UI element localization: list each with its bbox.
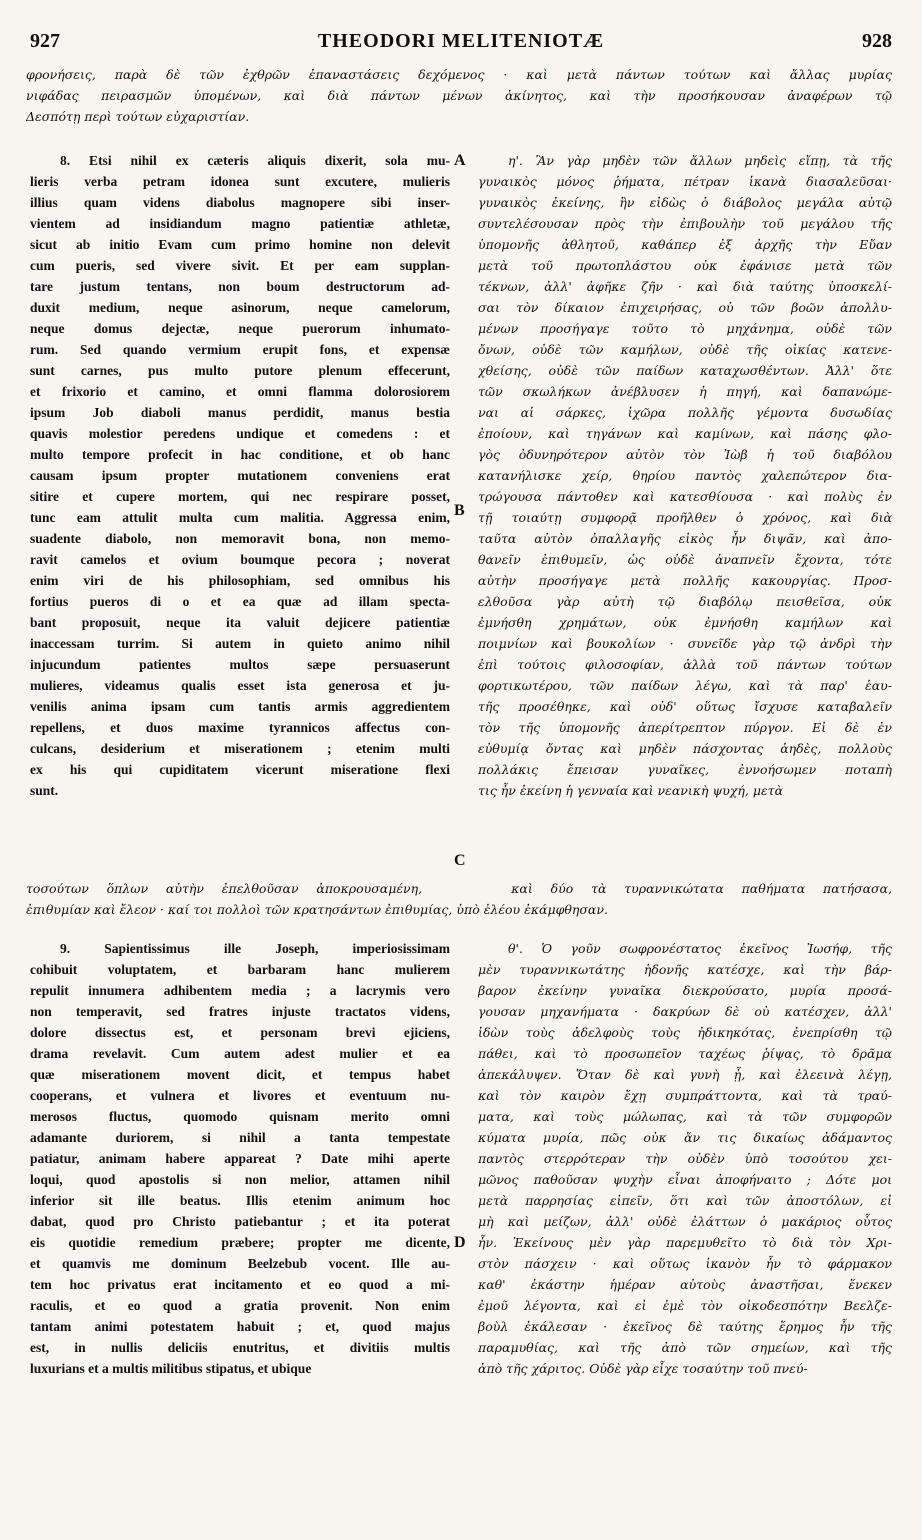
text-line: στὸν πάσχειν · καὶ οὕτως ἱκανὸν ἦν τὸ φάρμακον xyxy=(478,1256,892,1271)
text-line: eis quotidie remedium præbere; propter me dicente, xyxy=(30,1235,450,1250)
text-line: κύματα μυρία, πῶς οὐκ ἄν τις δικαίως ἀδάμαντος xyxy=(478,1130,892,1145)
text-line: καθ' ἑκάστην ἡμέραν αὐτοὺς ἀναστῆσαι, ἕνεκεν xyxy=(478,1277,892,1292)
text-line: αὐτὴν προσήγαγε μετὰ πολλῆς κακουργίας. Προσ- xyxy=(478,573,892,588)
text-line: venilis anima ipsam cum tantis armis aggredientem xyxy=(30,699,450,714)
text-line: ἐποίουν, καὶ τηγάνων καὶ καμίνων, καὶ πάσης φλο- xyxy=(478,426,892,441)
text-line: ἀπεκάλυψεν. Ὅταν δὲ καὶ γυνὴ ᾖ, καὶ ἐλεεινὰ λέγῃ, xyxy=(478,1067,892,1082)
text-line: tunc eam attulit multa cum malitia. Aggressa enim, xyxy=(30,510,450,525)
text-line: ipsum Job diaboli manus perdidit, manus bestia xyxy=(30,405,450,420)
mid-greek-paragraph xyxy=(26,878,892,920)
text-line: ὑπομονῆς ἀθλητοῦ, καθάπερ ἐξ ἀρχῆς τὴν Εὔαν xyxy=(478,237,892,252)
text-line: causam ipsum propter mutationem conveniens erat xyxy=(30,468,450,483)
text-line: ἐμνήσθη χρημάτων, οὐκ ἐμνήσθη καμήλων καὶ xyxy=(478,615,892,630)
text-line: συντελέσουσαν πρὸς τὴν ἐπιβουλὴν τοῦ μεγάλου τῆς xyxy=(478,216,892,231)
text-line: τις ἦν ἐκείνη ἡ γενναία καὶ νεανικὴ ψυχή, μετὰ xyxy=(478,783,784,798)
text-line: repellens, et duos maxime tyrannicos affectus con- xyxy=(30,720,450,735)
text-line: quavis molestior peredens undique et comedens : et xyxy=(30,426,450,441)
text-line: η'. Ἂν γὰρ μηδὲν τῶν ἄλλων μηδεὶς εἴπῃ, τὰ τῆς xyxy=(508,153,892,168)
top-greek-paragraph xyxy=(26,64,892,127)
text-line: τῆς προσέθηκε, καὶ οὐδ' οὕτως ἴσχυσε καταβαλεῖν xyxy=(478,699,892,714)
running-header xyxy=(30,30,892,56)
text-line: ἐμοῦ λέγοντα, καὶ εἰ ἐμὲ τὸν οἰκοδεσπότην Βεελζε- xyxy=(478,1298,892,1313)
text-line: et frixorio et camino, et omni flamma dolorosiorem xyxy=(30,384,450,399)
text-line: ἐπὶ τούτοις φιλοσοφίαν, ἀλλὰ τοῦ πάντων τούτων xyxy=(478,657,892,672)
text-line: φρονήσεις, παρὰ δὲ τῶν ἐχθρῶν ἐπαναστάσεις δεχόμενος · καὶ μετὰ πάντων τούτων καὶ ἄλλας μυρίας xyxy=(26,67,892,82)
text-line: ματα, καὶ τοὺς μώλωπας, καὶ τὰ τῶν συμφορῶν xyxy=(478,1109,892,1124)
text-line: duxit medium, neque asinorum, neque camelorum, xyxy=(30,300,450,315)
text-line: θ'. Ὁ γοῦν σωφρονέστατος ἐκεῖνος Ἰωσήφ, τῆς xyxy=(508,941,892,956)
text-line: drama revelavit. Cum autem adest mulier et ea xyxy=(30,1046,450,1061)
text-line: πολλάκις ἔπεισαν γυναῖκες, ἐννοήσωμεν ποταπὴ xyxy=(478,762,892,777)
text-line: τὸν τῆς ὑπομονῆς ἀπερίτρεπτον πύργον. Εἰ δὲ ἐν xyxy=(478,720,892,735)
text-line: ἐπιθυμίαν καὶ ἔλεον · καί τοι πολλοὶ τῶν κρατησάντων ἐπιθυμίας, ὑπὸ ἐλέου ἐκάμφθησαν. xyxy=(26,902,608,917)
text-line: τοσούτων ὅπλων αὐτὴν ἐπελθοῦσαν ἀποκρουσαμένη, καὶ δύο τὰ τυραννικώτατα παθήματα πατήσασα, xyxy=(26,881,892,896)
text-line: γυναικὸς ἐκείνης, ἣν εἰδὼς ὁ διάβολος μεγάλα αὐτῷ xyxy=(478,195,892,210)
text-line: cohibuit voluptatem, et barbaram hanc mulierem xyxy=(30,962,450,977)
text-line: adamante duriorem, si nihil a tanta tempestate xyxy=(30,1130,450,1145)
text-line: cum pueris, sed vivere sivit. Et per eam supplan- xyxy=(30,258,450,273)
text-line: merosos fluctus, quomodo quisnam merito omni xyxy=(30,1109,450,1124)
text-line: suadente diabolo, non memoravit bona, non memo- xyxy=(30,531,450,546)
text-line: 9. Sapientissimus ille Joseph, imperiosissimam xyxy=(60,941,450,956)
text-line: cooperans, et vulnera et livores et eventuum nu- xyxy=(30,1088,450,1103)
text-line: sunt carnes, pus multo putore plenum effecerunt, xyxy=(30,363,450,378)
text-line: luxurians et a multis militibus stipatus, et ubique xyxy=(30,1361,312,1376)
text-line: γὸς ὀδυνηρότερον αὐτὸν τὸν Ἰὼβ ἡ τοῦ διαβόλου xyxy=(478,447,892,462)
text-line: εὐθυμίᾳ ὄντας καὶ μηδὲν πάσχοντας ἀηδὲς, πολλοὺς xyxy=(478,741,892,756)
text-line: τῶν σκωλήκων ἀνέβλυσεν ἡ πηγή, καὶ δαπανώμε- xyxy=(478,384,892,399)
text-line: multo tempore profecit in hac conditione, et ob hanc xyxy=(30,447,450,462)
text-line: βοὺλ ἐκάλεσαν · ἐκεῖνος δὲ ταύτης ἔρημος ἦν τῆς xyxy=(478,1319,892,1334)
text-line: ὄνων, οὐδὲ τῶν καμήλων, οὐδὲ τῆς οἰκίας κατενε- xyxy=(478,342,892,357)
text-line: μὲν τυραννικωτάτης ἡδονῆς κατέσχε, καὶ τὴν βάρ- xyxy=(478,962,892,977)
text-line: injucundum patientes multos sæpe persuaserunt xyxy=(30,657,450,672)
text-line: inferior sit ille beatus. Illis etenim animum hoc xyxy=(30,1193,450,1208)
text-line: sunt. xyxy=(30,783,59,798)
text-line: vientem ad insidiandum magno patientiæ athletæ, xyxy=(30,216,450,231)
text-line: παντὸς στερρότεραν τὴν οὐδὲν ὑπὸ τοσούτου χει- xyxy=(478,1151,892,1166)
text-line: rum. Sed quando vermium erupit fons, et expensæ xyxy=(30,342,450,357)
margin-marker-b: B xyxy=(454,502,465,519)
text-line: 8. Etsi nihil ex cæteris aliquis dixerit, sola mu- xyxy=(60,153,450,168)
text-line: neque domus dejectæ, neque puerorum inhumato- xyxy=(30,321,450,336)
margin-marker-a: A xyxy=(454,152,466,169)
text-line: ἰδὼν τοὺς ἀδελφοὺς τοὺς ἠδικηκότας, ἐνεπρίσθη τῷ xyxy=(478,1025,892,1040)
text-line: θανεῖν ἐπιθυμεῖν, ὡς οὐδὲ ἀναπνεῖν ἔχοντα, τότε xyxy=(478,552,892,567)
text-line: παραμυθίας, καὶ τῆς ἀπὸ τῶν σημείων, καὶ τῆς xyxy=(478,1340,892,1355)
text-line: ταῦτα αὐτὸν ὀπαλλαγῆς εἰκὸς ἦν διψᾶν, καὶ ἀπο- xyxy=(478,531,892,546)
text-line: Δεσπότῃ περὶ τούτων εὐχαριστίαν. xyxy=(26,109,250,124)
text-line: γυναικὸς μόνος ῥήματα, πέτραν ἱκανὰ διασαλεῦσαι· xyxy=(478,174,892,189)
text-line: inaccessam turrim. Si autem in quieto animo nihil xyxy=(30,636,450,651)
greek-section-9 xyxy=(478,938,892,1379)
text-line: ex his qui cupiditatem vicerunt miseratione flexi xyxy=(30,762,450,777)
text-line: enim viri de his philosophiam, sed omnibus his xyxy=(30,573,450,588)
text-line: et quamvis me dominum Beelzebub vocent. Ille au- xyxy=(30,1256,450,1271)
text-line: τρώγουσα πάντοθεν καὶ κατεσθίουσα · καὶ πολὺς ἐν xyxy=(478,489,892,504)
text-line: culcans, desiderium et miserationem ; etenim multi xyxy=(30,741,450,756)
text-line: ravit camelos et ovium boumque pecora ; noverat xyxy=(30,552,450,567)
text-line: repulit innumera adhibentem media ; a lacrymis vero xyxy=(30,983,450,998)
text-line: πάθει, καὶ τὸ προσωπεῖον ταχέως ῥίψας, τὸ δρᾶμα xyxy=(478,1046,892,1061)
text-line: patiatur, animam habere appareat ? Date mihi aperte xyxy=(30,1151,450,1166)
text-line: dabat, quod pro Christo patiebantur ; et ita poterat xyxy=(30,1214,450,1229)
text-line: tare justum tentans, non boum destructorum ad- xyxy=(30,279,450,294)
text-line: ἀπὸ τῆς χάριτος. Οὐδὲ γὰρ εἶχε τοσαύτην τοῦ πνεύ- xyxy=(478,1361,808,1376)
text-line: sicut ab initio Evam cum primo homine non delevit xyxy=(30,237,450,252)
text-line: sitire et cupere mortem, qui nec respirare posset, xyxy=(30,489,450,504)
text-line: bant proposuit, neque ita valuit dejicere patientiæ xyxy=(30,615,450,630)
text-line: est, in nullis deliciis enutritus, et divitiis multis xyxy=(30,1340,450,1355)
text-line: ἦν. Ἐκείνους μὲν γὰρ παρεμυθεῖτο τὸ διὰ τὸν Χρι- xyxy=(478,1235,892,1250)
text-line: μετὰ τοῦ πρωτοπλάστου οὐκ ἐφάνισε μετὰ τῶν xyxy=(478,258,892,273)
text-line: lieris verba petram idonea sunt excutere, mulieris xyxy=(30,174,450,189)
latin-section-8 xyxy=(30,150,450,801)
text-line: quæ miserationem movent dicit, et tempus habet xyxy=(30,1067,450,1082)
text-line: dolore dissectus est, et personam brevi ejiciens, xyxy=(30,1025,450,1040)
text-line: μῶνος παθοῦσαν ψυχὴν εἶναι ἀποφήναιτο ; Δότε μοι xyxy=(478,1172,892,1187)
greek-section-8 xyxy=(478,150,892,801)
text-line: mulieres, videamus qualis esset ista generosa et ju- xyxy=(30,678,450,693)
text-line: γουσαν μηχανήματα · δακρύων δὲ οὐ κατέσχεν, ἀλλ' xyxy=(478,1004,892,1019)
margin-marker-d: D xyxy=(454,1234,466,1251)
text-line: ποιμνίων καὶ βουκολίων · συνεῖδε γὰρ τῷ ἀνδρὶ τὴν xyxy=(478,636,892,651)
text-line: raculis, et eo quod a gratia provenit. Non enim xyxy=(30,1298,450,1313)
text-line: μὴ καὶ μείζων, ἀλλ' οὐδὲ ἐλάττων ὁ μακάριος οὗτος xyxy=(478,1214,892,1229)
text-line: non temperavit, sed fratres injuste tractatos videns, xyxy=(30,1004,450,1019)
text-line: ναι αἱ σάρκες, ἰχῶρα πολλῆς γέμοντα δυσωδίας xyxy=(478,405,892,420)
text-line: tantam animi potestatem habuit ; et, quod majus xyxy=(30,1319,450,1334)
text-line: χθείσης, οὐδὲ τῶν παίδων καταχωσθέντων. Ἀλλ' ὅτε xyxy=(478,363,892,378)
text-line: ελθοῦσα γὰρ αὐτὴ τῷ διαβόλῳ πεισθεῖσα, οὐκ xyxy=(478,594,892,609)
text-line: σαι τὸν δίκαιον ἐπιχειρήσας, οὐ τῶν βοῶν ἀπολλυ- xyxy=(478,300,892,315)
text-line: καὶ τὸν καιρὸν ἔχῃ συμπράττοντα, καὶ τὰ τραύ- xyxy=(478,1088,892,1103)
text-line: illius quam videns diabolus magnopere sibi inser- xyxy=(30,195,450,210)
text-line: νιφάδας πειρασμῶν ὑπομένων, καὶ διὰ πάντων μένων ἀκίνητος, καὶ τὴν προσήκουσαν ἀναφέρων τῷ xyxy=(26,88,892,103)
text-line: μετὰ παρρησίας εἰπεῖν, ὅτι καὶ τῶν ἀποστόλων, εἰ xyxy=(478,1193,892,1208)
text-line: κατανήλισκε χείρ, θηρίου παντὸς χαλεπώτερον δια- xyxy=(478,468,892,483)
text-line: μένων προσήγαγε τοῦτο τὸ μηχάνημα, οὐδὲ τῶν xyxy=(478,321,892,336)
latin-section-9 xyxy=(30,938,450,1379)
running-title: THEODORI MELITENIOTÆ xyxy=(317,30,605,52)
text-line: fortius pueros di o et ea quæ ad illam specta- xyxy=(30,594,450,609)
text-line: loqui, quod apostolis si non melior, attamen nihil xyxy=(30,1172,450,1187)
text-line: τῇ τοιαύτῃ συμφορᾷ προῆλθεν ὁ χρόνος, καὶ διὰ xyxy=(478,510,892,525)
page-number-right: 928 xyxy=(862,30,892,52)
page-number-left: 927 xyxy=(30,30,60,52)
text-line: φορτικωτέρου, τῶν παίδων λέγω, καὶ τὰ παρ' ἑαυ- xyxy=(478,678,892,693)
margin-marker-c: C xyxy=(454,852,466,869)
text-line: τέκνων, ἀλλ' ἀφῆκε ζῆν · καὶ διὰ ταύτης ὑποσκελί- xyxy=(478,279,892,294)
text-line: tem hoc privatus erat incitamento et eo quod a mi- xyxy=(30,1277,450,1292)
text-line: βαρον ἐκείνην γυναῖκα διεκρούσατο, μυρία προσά- xyxy=(478,983,892,998)
